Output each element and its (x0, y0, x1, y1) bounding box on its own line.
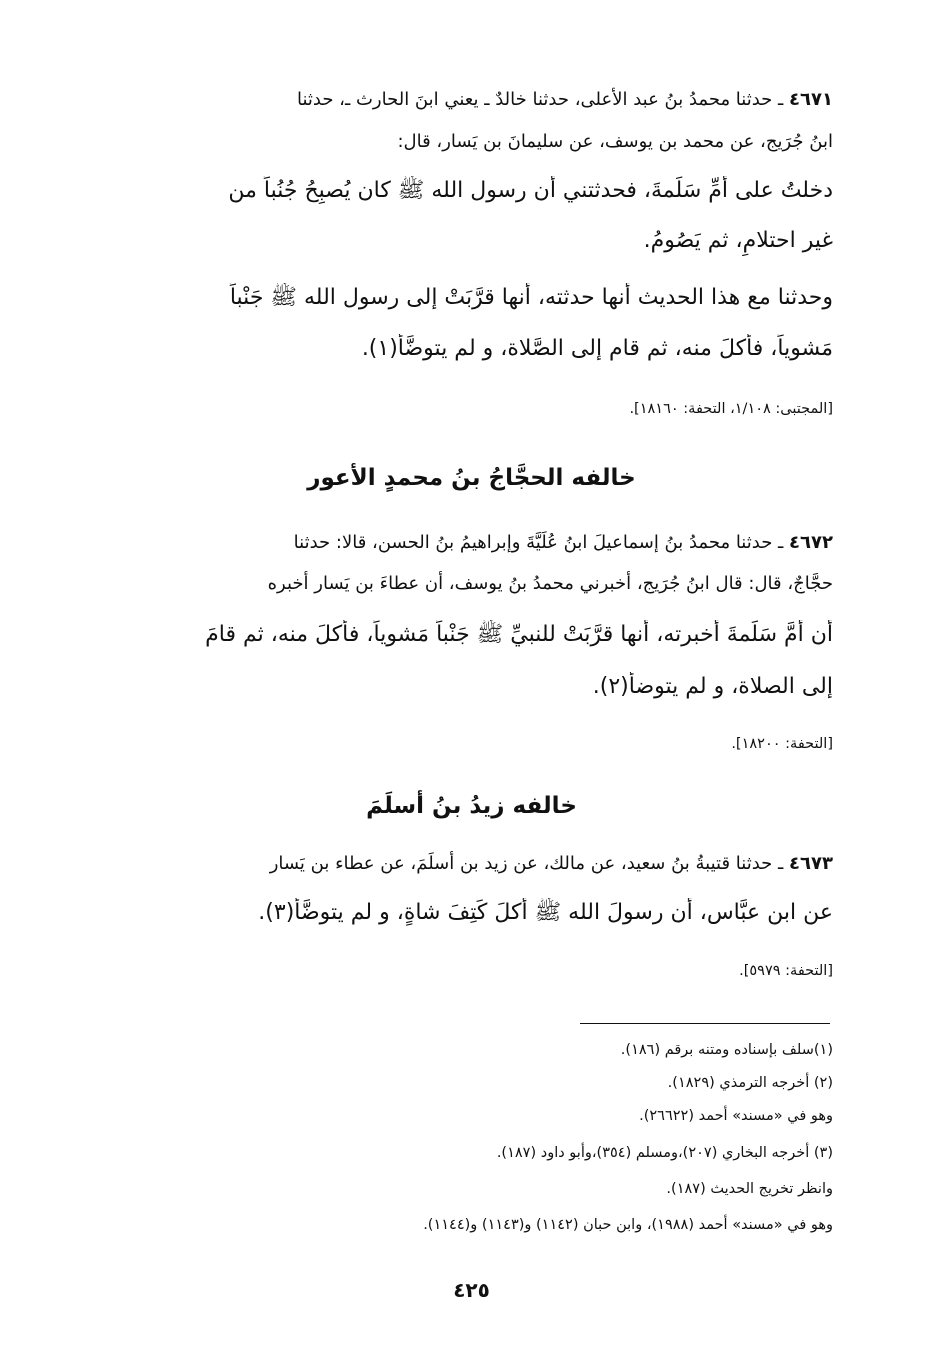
hadith-4672-isnad-line-2: حجَّاجٌ، قال: قال ابنُ جُرَيج، أخبرني محمدُ بنُ يوسف، أن عطاءَ بن يَسار أخبره (267, 573, 833, 594)
hadith-4671-matn-line-1: دخلتُ على أُمِّ سَلَمةَ، فحدثتني أن رسول الله ﷺ كان يُصبِحُ جُنُباً من (228, 178, 833, 203)
footnote-separator (580, 1023, 830, 1024)
section-heading-hajjaj: خالفه الحجَّاجُ بنُ محمدٍ الأعور (307, 465, 636, 491)
footnote-3: (٣) أخرجه البخاري (٢٠٧)،ومسلم (٣٥٤)،وأبو داود (١٨٧). (496, 1145, 833, 1161)
hadith-4673-isnad-line-1 (113, 851, 833, 877)
hadith-4673-reference: [التحفة: ٥٩٧٩]. (739, 963, 833, 979)
hadith-4671-isnad-line-1 (113, 87, 833, 113)
isnad-text: ـ حدثنا محمدُ بنُ إسماعيلَ ابنُ عُلَيَّةَ وإبراهيمُ بنُ الحسن، قالا: حدثنا (293, 532, 784, 553)
hadith-4673-matn-line-1: عن ابن عبَّاس، أن رسولَ الله ﷺ أكلَ كَتِفَ شاةٍ، و لم يتوضَّأ(٣). (258, 900, 833, 925)
footnote-3-cont-2: وهو في «مسند» أحمد (١٩٨٨)، وابن حبان (١١٤٢) و(١١٤٣) و(١١٤٤). (423, 1217, 833, 1233)
page-number: ٤٢٥ (453, 1278, 490, 1302)
isnad-text: ـ حدثنا قتيبةُ بنُ سعيد، عن مالك، عن زيد بن أسلَمَ، عن عطاء بن يَسار (269, 853, 784, 874)
footnote-3-cont-1: وانظر تخريج الحديث (١٨٧). (666, 1181, 833, 1197)
isnad-text: ـ حدثنا محمدُ بنُ عبد الأعلى، حدثنا خالدٌ ـ يعني ابنَ الحارث ـ، حدثنا (296, 89, 784, 110)
hadith-4671-reference: [المجتبى: ١/١٠٨، التحفة: ١٨١٦٠]. (629, 401, 833, 417)
hadith-4671-matn-line-4: مَشوياً، فأكلَ منه، ثم قام إلى الصَّلاة، و لم يتوضَّأ(١). (361, 336, 833, 361)
hadith-4672-reference: [التحفة: ١٨٢٠٠]. (731, 736, 833, 752)
hadith-number: ٤٦٧٣ (789, 853, 833, 874)
footnote-2-cont: وهو في «مسند» أحمد (٢٦٦٢٢). (639, 1108, 833, 1124)
hadith-4671-matn-line-3: وحدثنا مع هذا الحديث أنها حدثته، أنها قرَّبَتْ إلى رسول الله ﷺ جَنْباً (229, 285, 833, 310)
hadith-4671-isnad-line-2: ابنُ جُرَيج، عن محمد بن يوسف، عن سليمانَ بن يَسار، قال: (397, 131, 833, 152)
hadith-4672-isnad-line-1 (113, 530, 833, 556)
footnote-1: (١)سلف بإسناده ومتنه برقم (١٨٦). (620, 1042, 833, 1058)
section-heading-zayd: خالفه زيدُ بنُ أسلَمَ (366, 793, 577, 819)
hadith-4671-matn-line-2: غير احتلامٍ، ثم يَصُومُ. (643, 228, 833, 253)
hadith-number: ٤٦٧١ (789, 89, 833, 110)
hadith-number: ٤٦٧٢ (789, 532, 833, 553)
hadith-4672-matn-line-1: أن أُمَّ سَلَمةَ أخبرته، أنها قرَّبَتْ للنبيِّ ﷺ جَنْباً مَشوياً، فأكلَ منه، ثم قامَ (205, 622, 833, 647)
hadith-4672-matn-line-2: إلى الصلاة، و لم يتوضأ(٢). (592, 674, 833, 699)
footnote-2: (٢) أخرجه الترمذي (١٨٢٩). (667, 1075, 833, 1091)
